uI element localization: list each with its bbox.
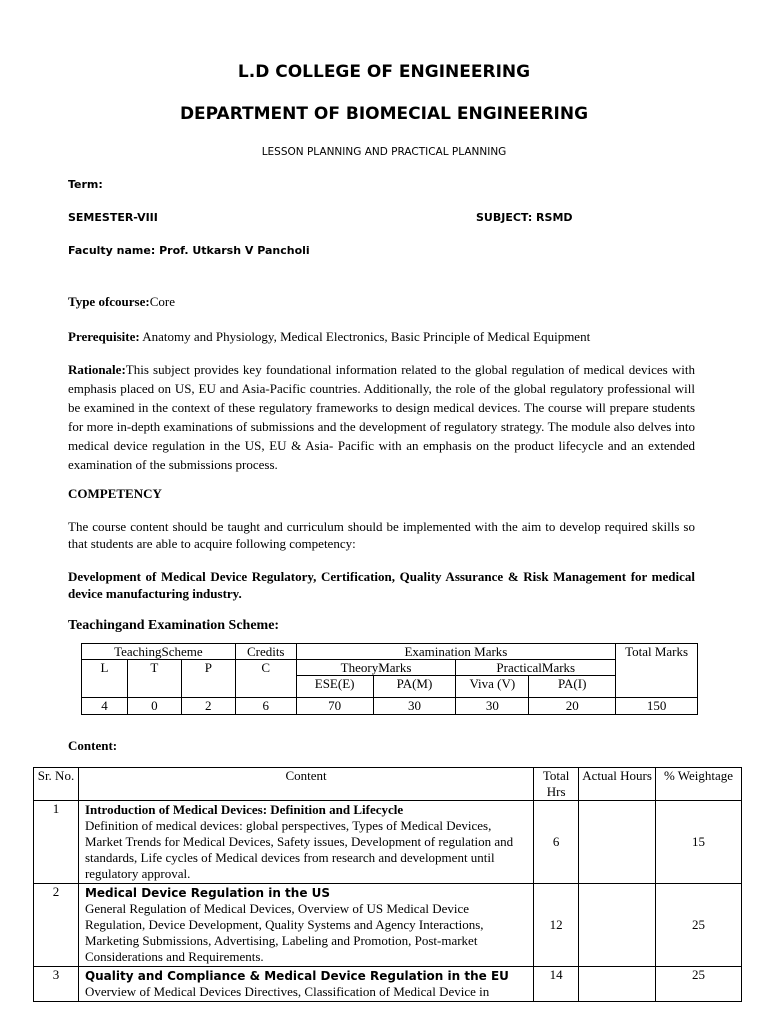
- content-heading: Content:: [68, 738, 118, 753]
- competency-statement: Development of Medical Device Regulatory, Certification, Quality Assurance & Risk Management for medical device manufacturing industry.: [68, 569, 695, 601]
- rationale-label: Rationale:: [68, 362, 126, 377]
- exam-marks-header: Examination Marks: [296, 644, 615, 660]
- competency-text: The course content should be taught and curriculum should be implemented with the aim to develop required skills so that students are able to acquire following competency:: [68, 519, 695, 551]
- prerequisite-value: Anatomy and Physiology, Medical Electronics, Basic Principle of Medical Equipment: [139, 329, 591, 344]
- scheme-heading: Teachingand Examination Scheme:: [68, 618, 280, 633]
- row-content: [78, 801, 533, 884]
- row-sr: 2: [34, 884, 79, 967]
- col-t: T: [127, 660, 181, 698]
- practical-marks-header: PracticalMarks: [456, 660, 616, 676]
- course-type: [68, 292, 695, 311]
- row-weightage: 25: [656, 884, 742, 967]
- row-total-hrs: 6: [534, 801, 579, 884]
- row-actual-hours: [579, 801, 656, 884]
- semester-label: SEMESTER-VIII: [68, 211, 158, 224]
- faculty-line: [68, 244, 310, 257]
- department-title: DEPARTMENT OF BIOMECIAL ENGINEERING: [179, 104, 589, 124]
- course-type-value: Core: [149, 294, 175, 309]
- col-l: L: [82, 660, 128, 698]
- row-total-hrs: 14: [534, 967, 579, 1002]
- col-pam: PA(M): [373, 676, 456, 698]
- faculty-value: Prof. Utkarsh V Pancholi: [159, 244, 310, 257]
- value-ese: 70: [296, 698, 373, 715]
- row-weightage: 15: [656, 801, 742, 884]
- value-l: 4: [82, 698, 128, 715]
- row-title: Introduction of Medical Devices: Definition and Lifecycle: [84, 802, 404, 817]
- value-c: 6: [235, 698, 296, 715]
- subject-label: SUBJECT: RSMD: [476, 211, 573, 224]
- col-ese: ESE(E): [296, 676, 373, 698]
- col-viva: Viva (V): [456, 676, 529, 698]
- row-title: Medical Device Regulation in the US: [84, 886, 331, 900]
- table-row: [34, 884, 742, 967]
- page-subtitle: LESSON PLANNING AND PRACTICAL PLANNING: [261, 146, 507, 158]
- col-pai: PA(I): [529, 676, 616, 698]
- header-sr: Sr. No.: [34, 768, 79, 801]
- table-row: [34, 967, 742, 1002]
- row-body: Definition of medical devices: global perspectives, Types of Medical Devices, Market Trends for Medical Devices, Safety issues, Development of regulation and standards, Life cycles of Medical devices from research and development until regulatory approval.: [84, 818, 514, 881]
- row-actual-hours: [579, 884, 656, 967]
- row-total-hrs: 12: [534, 884, 579, 967]
- scheme-table: [81, 643, 698, 715]
- term-label: Term:: [68, 178, 103, 191]
- value-p: 2: [181, 698, 235, 715]
- row-sr: 1: [34, 801, 79, 884]
- college-title: L.D COLLEGE OF ENGINEERING: [237, 62, 531, 82]
- value-pam: 30: [373, 698, 456, 715]
- row-body: General Regulation of Medical Devices, Overview of US Medical Device Regulation, Device Development, Quality Systems and Agency Interactions, Marketing Submissions, Advertising, Labeling and Promotion, Post-market Considerations and Requirements.: [84, 901, 484, 964]
- teaching-scheme-header: TeachingScheme: [82, 644, 236, 660]
- rationale: [68, 360, 695, 474]
- header-total-hrs: Total Hrs: [534, 768, 579, 801]
- theory-marks-header: TheoryMarks: [296, 660, 456, 676]
- row-actual-hours: [579, 967, 656, 1002]
- value-t: 0: [127, 698, 181, 715]
- credits-header: Credits: [235, 644, 296, 660]
- row-title: Quality and Compliance & Medical Device Regulation in the EU: [84, 969, 509, 983]
- course-type-label: Type ofcourse:: [68, 294, 150, 309]
- table-row: [34, 801, 742, 884]
- content-table: [33, 767, 742, 1002]
- row-content: [78, 967, 533, 1002]
- row-sr: 3: [34, 967, 79, 1002]
- competency-heading: COMPETENCY: [68, 486, 162, 501]
- row-body: Overview of Medical Devices Directives, Classification of Medical Device in: [84, 984, 490, 999]
- col-p: P: [181, 660, 235, 698]
- value-total: 150: [616, 698, 698, 715]
- total-marks-header: Total Marks: [616, 644, 698, 698]
- value-pai: 20: [529, 698, 616, 715]
- value-viva: 30: [456, 698, 529, 715]
- row-content: [78, 884, 533, 967]
- faculty-label: Faculty name:: [68, 244, 156, 257]
- header-content: Content: [78, 768, 533, 801]
- prerequisite-label: Prerequisite:: [68, 329, 140, 344]
- col-c: C: [235, 660, 296, 698]
- header-weightage: % Weightage: [656, 768, 742, 801]
- prerequisite: [68, 327, 695, 346]
- row-weightage: 25: [656, 967, 742, 1002]
- header-actual-hours: Actual Hours: [579, 768, 656, 801]
- rationale-text: This subject provides key foundational information related to the global regulation of medical devices with emphasis placed on US, EU and Asia-Pacific countries. Additionally, the role of the global regulatory professional will be examined in the context of these regulatory frameworks to design medical devices. The course will prepare students for more in-depth examinations of submissions and the development of regulatory strategy. The module also delves into medical device regulation in the US, EU & Asia- Pacific with an emphasis on the product lifecycle and an extended examination of the submissions process.: [68, 362, 695, 472]
